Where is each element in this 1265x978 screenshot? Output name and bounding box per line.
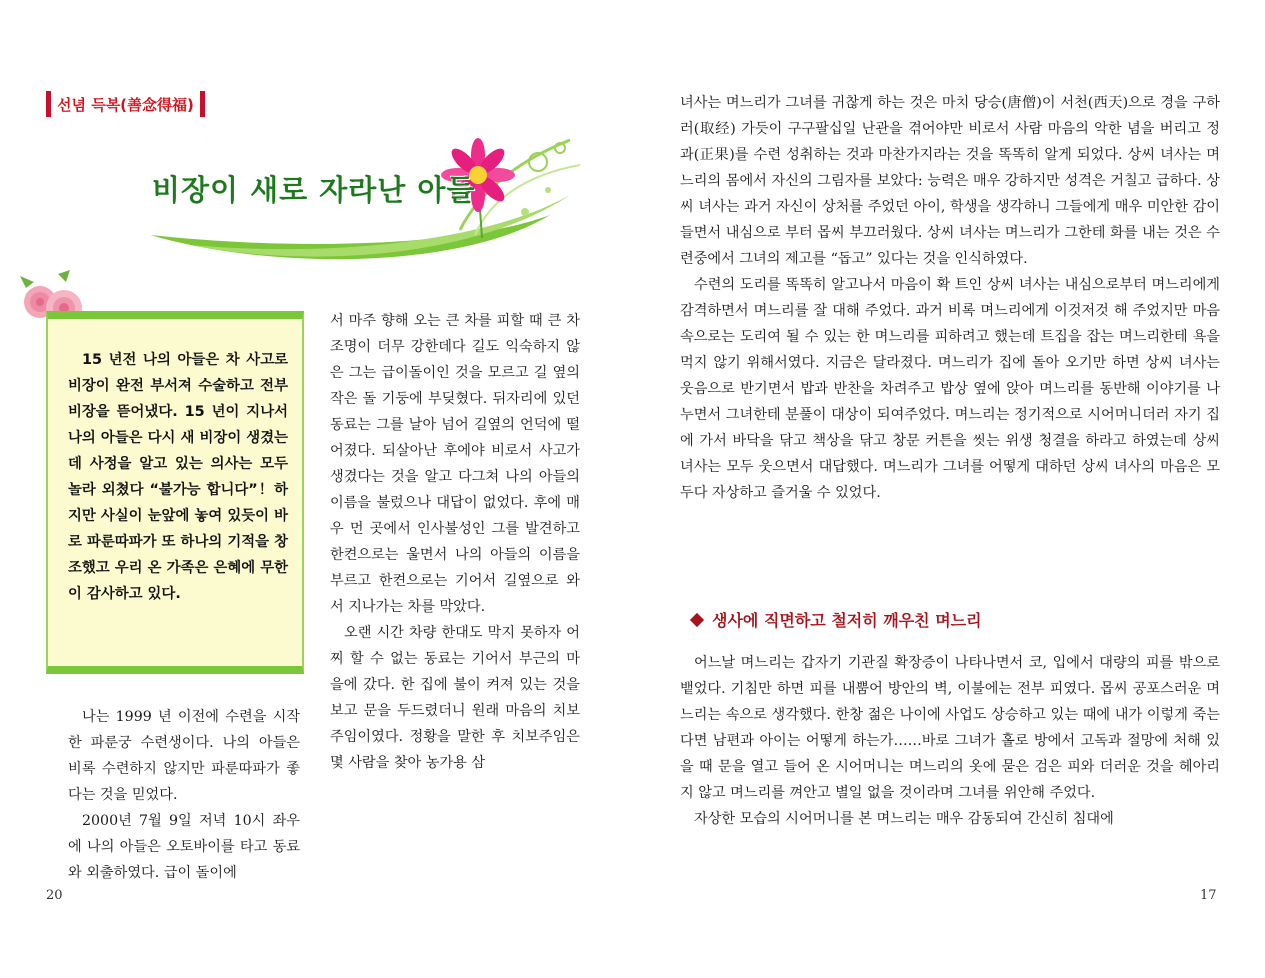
paragraph: 2000년 7월 9일 저녁 10시 좌우에 나의 아들은 오토바이를 타고 동료와 외출하였다. 급이 돌이에: [68, 813, 300, 881]
subheading-text: 생사에 직면하고 철저히 깨우친 며느리: [712, 611, 982, 630]
page-number: 20: [46, 888, 63, 903]
callout-box: [46, 311, 304, 674]
callout-text: 15 년전 나의 아들은 차 사고로 비장이 완전 부서져 수술하고 전부 비장을 뜯어냈다. 15 년이 지나서 나의 아들은 다시 새 비장이 생겼는데 사정을 알고 있는 의사는 모두 놀라 외쳤다 “불가능 합니다”！하지만 사실이 눈앞에 놓여 있듯이 바로 파룬따파가 또 하나의 기적을 창조했고 우리 온 가족은 은혜에 무한이 감사하고 있다.: [68, 352, 288, 602]
diamond-bullet-icon: [690, 612, 704, 626]
right-column-top: [680, 90, 1220, 506]
section-tag-label: 선념 득복(善念得福): [57, 95, 194, 114]
left-column: [68, 704, 300, 886]
paragraph: 녀사는 며느리가 그녀를 귀찮게 하는 것은 마치 당승(唐僧)이 서천(西天)으로 경을 구하러(取经) 가듯이 구구팔십일 난관을 겪어야만 비로서 사람 마음의 악한 념을 버리고 정과(正果)를 수련 성취하는 것과 마찬가지라는 것을 똑똑히 알게 되었다. 상씨 녀사는 며느리의 몸에서 자신의 그림자를 보았다: 능력은 매우 강하지만 성격은 거칠고 급하다. 상씨 녀사는 과거 자신이 상처를 주었던 아이, 학생을 생각하니 그들에게 매우 미안한 감이 들면서 내심으로 부터 몹씨 부끄러웠다. 상씨 녀사는 며느리가 그한테 화를 내는 것은 수련중에서 그녀의 제고를 “돕고” 있다는 것을 인식하였다.: [680, 95, 1220, 267]
left-page: [0, 0, 632, 978]
article-title: 비장이 새로 자라난 아들: [152, 173, 476, 207]
paragraph: 오랜 시간 차량 한대도 막지 못하자 어찌 할 수 없는 동료는 기어서 부근의 마을에 갔다. 한 집에 불이 켜져 있는 것을 보고 문을 두드렸더니 원래 마음의 치보주임이였다. 정황을 말한 후 치보주임은 몇 사람을 찾아 농가용 삼: [330, 625, 580, 771]
subheading: [692, 608, 982, 631]
section-tag: [46, 91, 205, 117]
paragraph: 나는 1999 년 이전에 수련을 시작한 파룬궁 수련생이다. 나의 아들은 비록 수련하지 않지만 파룬따파가 좋다는 것을 믿었다.: [68, 709, 300, 803]
paragraph: 어느날 며느리는 갑자기 기관질 확장증이 나타나면서 코, 입에서 대량의 피를 밖으로 뱉었다. 기침만 하면 피를 내뿜어 방안의 벽, 이불에는 전부 피였다. 몹씨 공포스러운 며느리는 속으로 생각했다. 한창 젊은 나이에 사업도 상승하고 있는 때에 내가 이렇게 죽는다면 남편과 아이는 어떻게 하는가……바로 그녀가 홀로 방에서 고독과 절망에 처해 있을 때 문을 열고 들어 온 시어머니는 며느리의 옷에 묻은 검은 피와 더러운 것을 헤아리지 않고 며느리를 껴안고 별일 없을 것이라며 그녀를 위안해 주었다.: [680, 655, 1220, 801]
middle-column: [330, 308, 580, 776]
paragraph: 서 마주 향해 오는 큰 차를 피할 때 큰 차 조명이 더무 강한데다 길도 익숙하지 않은 그는 급이돌이인 것을 모르고 길 옆의 작은 돌 기둥에 부딪혔다. 뒤자리에 있던 동료는 그를 날아 넘어 길옆의 언덕에 떨어졌다. 되살아난 후에야 비로서 사고가 생겼다는 것을 알고 다그쳐 나의 아들의 이름을 불렀으나 대답이 없었다. 후에 매우 먼 곳에서 인사불성인 그를 발견하고 한켠으로는 울면서 나의 아들의 이름을 부르고 한켠으로는 기어서 길옆으로 와서 지나가는 차를 막았다.: [330, 313, 580, 615]
page-number: 17: [1200, 888, 1217, 903]
right-column-bottom: [680, 650, 1220, 832]
paragraph: 수련의 도리를 똑똑히 알고나서 마음이 확 트인 상씨 녀사는 내심으로부터 며느리에게 감격하면서 며느리를 잘 대해 주었다. 과거 비록 며느리에게 이것저것 해 주었지만 마음 속으로는 도리여 될 수 있는 한 며느리를 피하려고 했는데 트집을 잡는 며느리한테 욕을 먹지 않기 위해서였다. 지금은 달라졌다. 며느리가 집에 돌아 오기만 하면 상씨 녀사는 웃음으로 반기면서 밥과 반찬을 차려주고 밥상 옆에 앉아 며느리를 동반해 이야기를 나누면서 그녀한테 분풀이 대상이 되여주었다. 며느리는 정기적으로 시어머니더러 자기 집에 가서 바닥을 닦고 책상을 닦고 창문 커튼을 씻는 위생 청결을 하라고 하였는데 상씨 녀사는 모두 웃으면서 대답했다. 며느리가 그녀를 어떻게 대하던 상씨 녀사의 마음은 모두다 자상하고 즐거울 수 있었다.: [680, 277, 1220, 501]
paragraph: 자상한 모습의 시어머니를 본 며느리는 매우 감동되여 간신히 침대에: [694, 811, 1114, 827]
